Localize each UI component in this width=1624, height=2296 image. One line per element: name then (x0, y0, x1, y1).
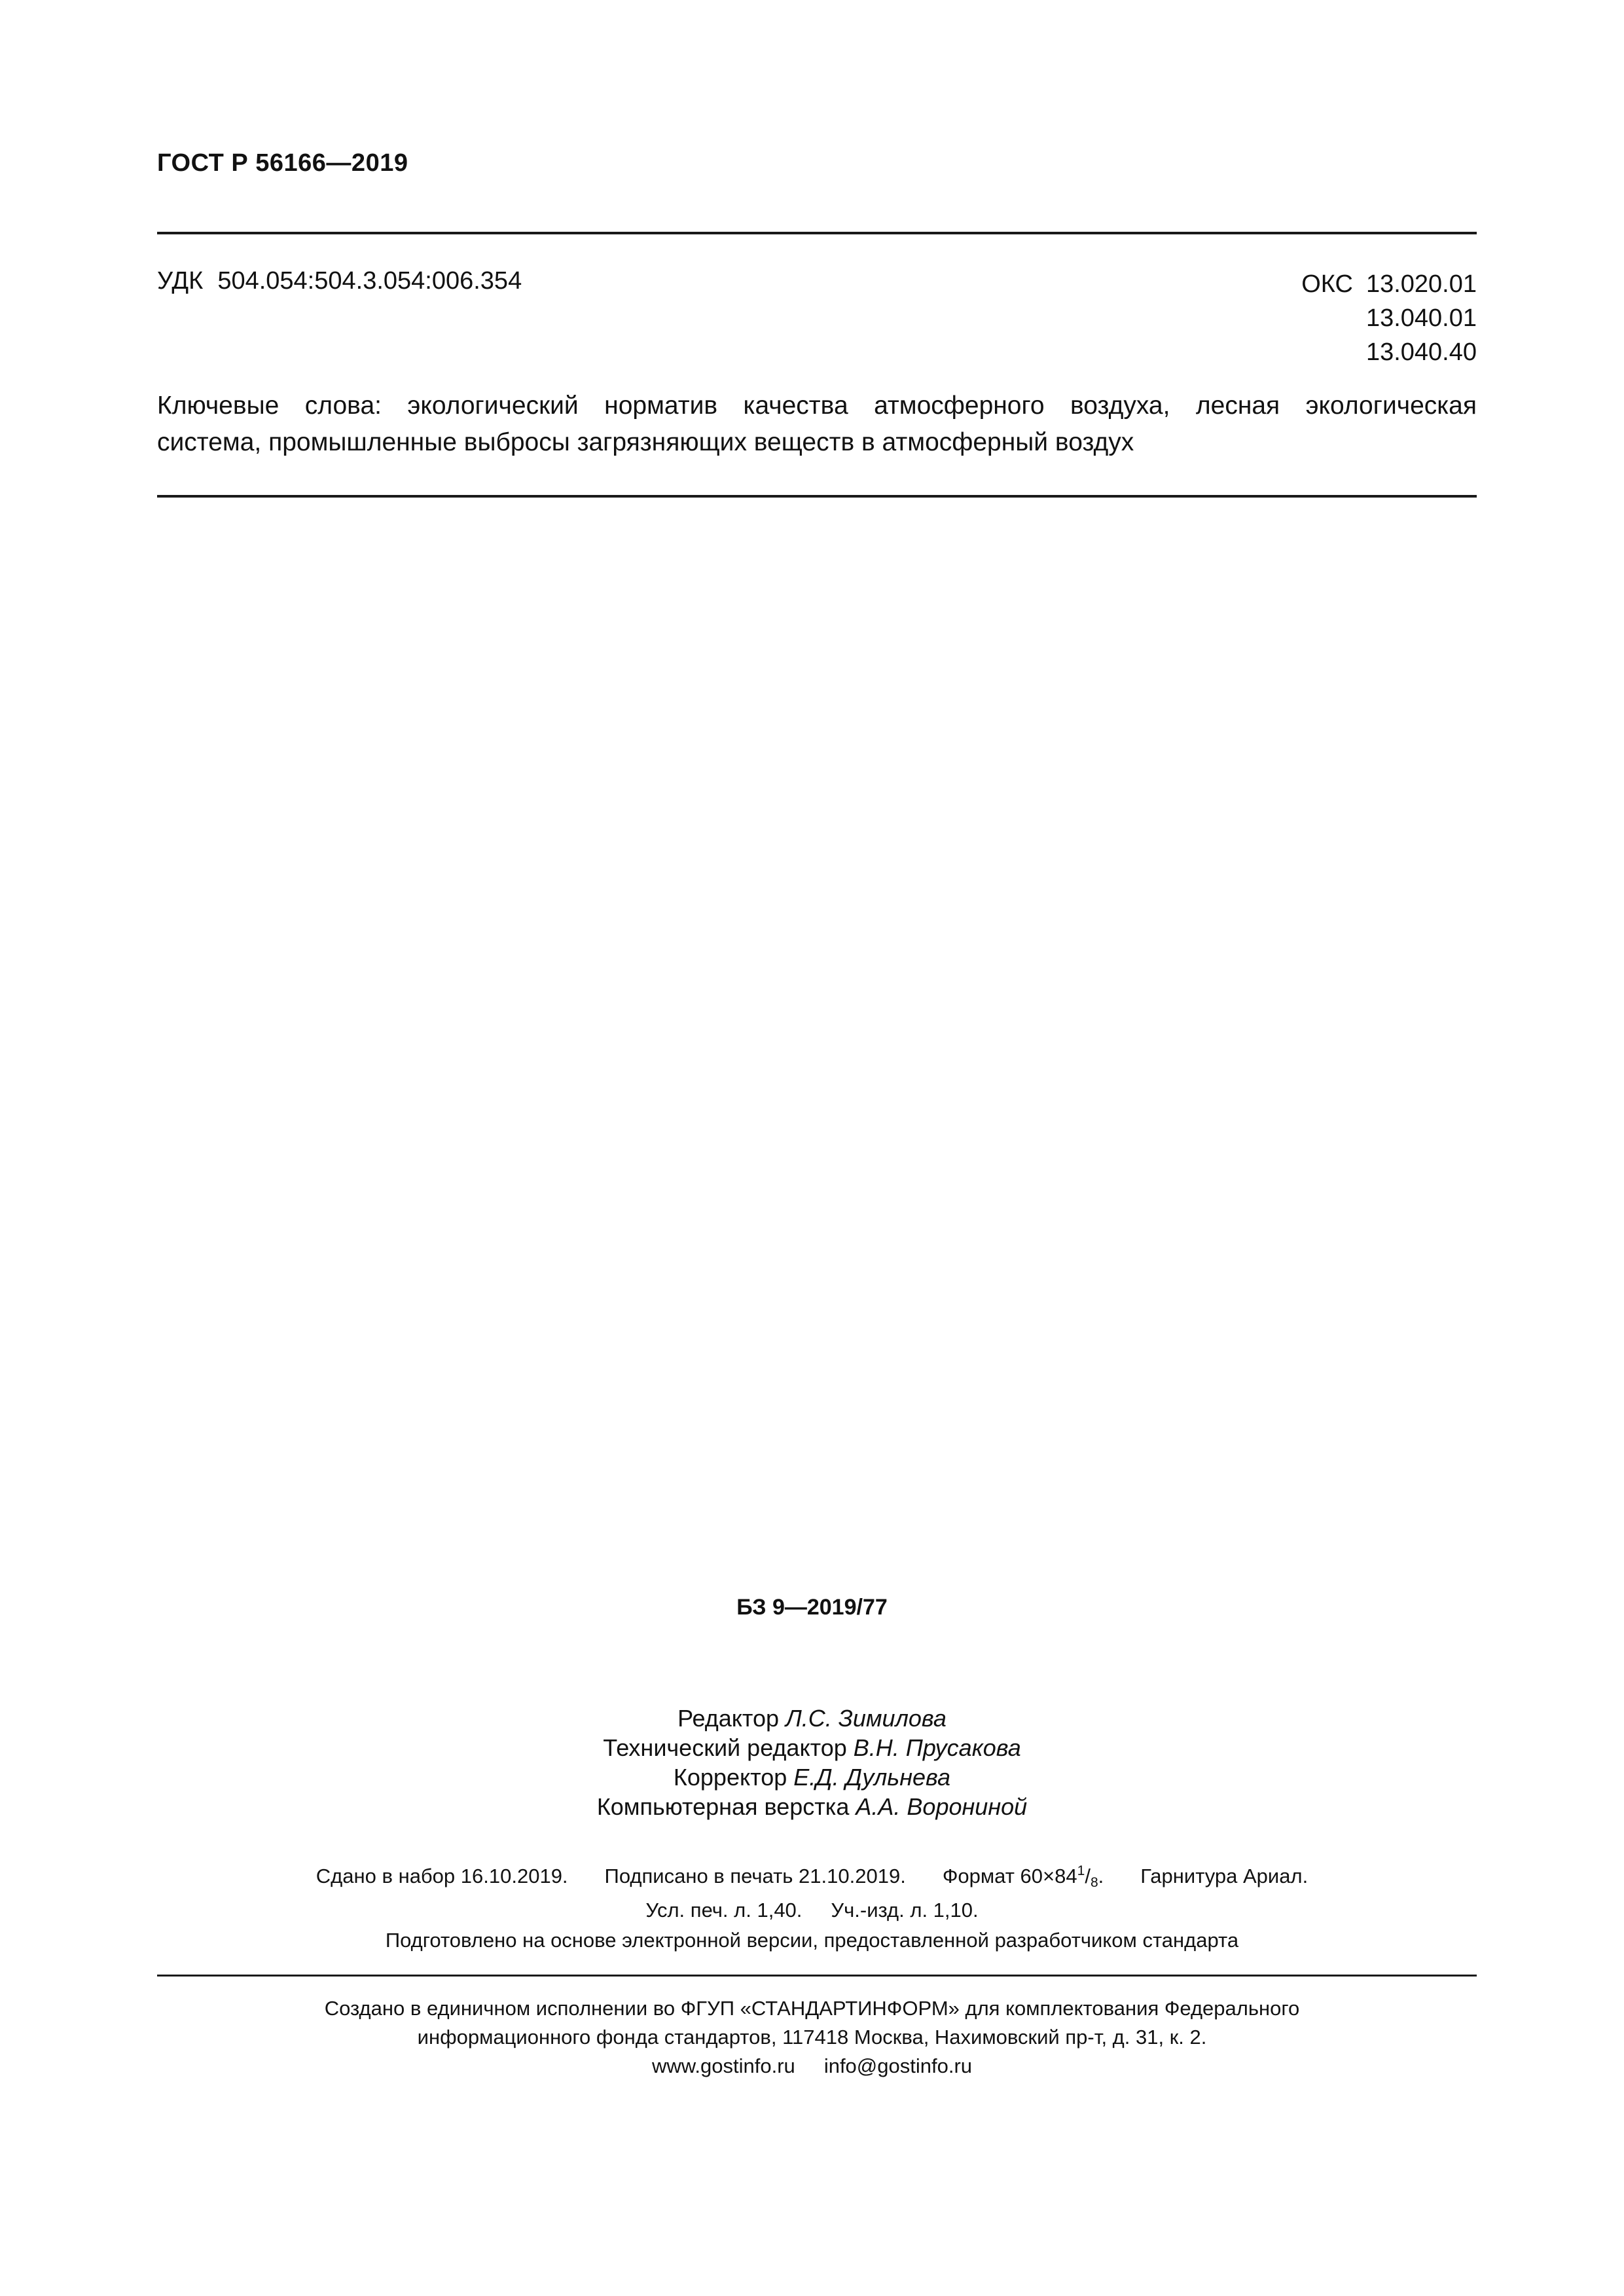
staff-entry (0, 1733, 1624, 1762)
imprint-divider (157, 1975, 1477, 1977)
udk-value: 504.054:504.3.054:006.354 (217, 267, 522, 295)
typeset-date: Сдано в набор 16.10.2019. (316, 1865, 568, 1887)
print-details (0, 1859, 1624, 1927)
staff-name: А.А. Ворониной (856, 1793, 1028, 1820)
publisher-line: Создано в единичном исполнении во ФГУП «СТАНДАРТИНФОРМ» для комплектования Федерального (324, 1997, 1300, 2020)
print-sheets: Усл. печ. л. 1,40. (645, 1899, 803, 1922)
keywords-divider (157, 495, 1477, 498)
bz-number: БЗ 9—2019/77 (736, 1595, 888, 1620)
publisher-sheets: Уч.-изд. л. 1,10. (831, 1899, 979, 1922)
staff-entry (0, 1762, 1624, 1792)
oks-code: 13.040.40 (1365, 338, 1477, 366)
staff-name: В.Н. Прусакова (853, 1734, 1021, 1761)
website-link[interactable]: www.gostinfo.ru (651, 2054, 795, 2077)
oks-code: 13.020.01 (1365, 270, 1477, 298)
oks-code: 13.040.01 (1365, 304, 1477, 332)
staff-entry (0, 1704, 1624, 1733)
staff-name: Л.С. Зимилова (785, 1705, 947, 1732)
staff-role: Компьютерная верстка (596, 1793, 850, 1820)
keywords-line: Ключевые слова: экологический норматив качества атмосферного воздуха, лесная экологическая (157, 392, 1477, 420)
keywords-paragraph (157, 388, 1477, 461)
staff-role: Редактор (677, 1705, 780, 1732)
signed-date: Подписано в печать 21.10.2019. (604, 1865, 906, 1887)
publisher-line: информационного фонда стандартов, 117418 Москва, Нахимовский пр-т, д. 31, к. 2. (417, 2026, 1207, 2049)
staff-role: Корректор (673, 1764, 787, 1791)
staff-name: Е.Д. Дульнева (793, 1764, 951, 1791)
udk-label: УДК (157, 267, 204, 295)
editorial-staff (0, 1704, 1624, 1821)
document-code: ГОСТ Р 56166—2019 (157, 149, 408, 177)
top-divider (157, 232, 1477, 234)
oks-classification (1244, 267, 1477, 369)
staff-entry (0, 1792, 1624, 1821)
prepared-note: Подготовлено на основе электронной версии, предоставленной разработчиком стандарта (385, 1929, 1239, 1952)
typeface: Гарнитура Ариал. (1140, 1865, 1308, 1887)
email-link[interactable]: info@gostinfo.ru (823, 2054, 973, 2077)
udk-classification (157, 267, 522, 295)
keywords-line: система, промышленные выбросы загрязняющих веществ в атмосферный воздух (157, 428, 1134, 456)
paper-format: Формат $60\times 84^1/_8$. (942, 1863, 1104, 1890)
publisher-info (0, 1994, 1624, 2081)
staff-role: Технический редактор (603, 1734, 847, 1761)
oks-label: ОКС (1301, 270, 1353, 298)
